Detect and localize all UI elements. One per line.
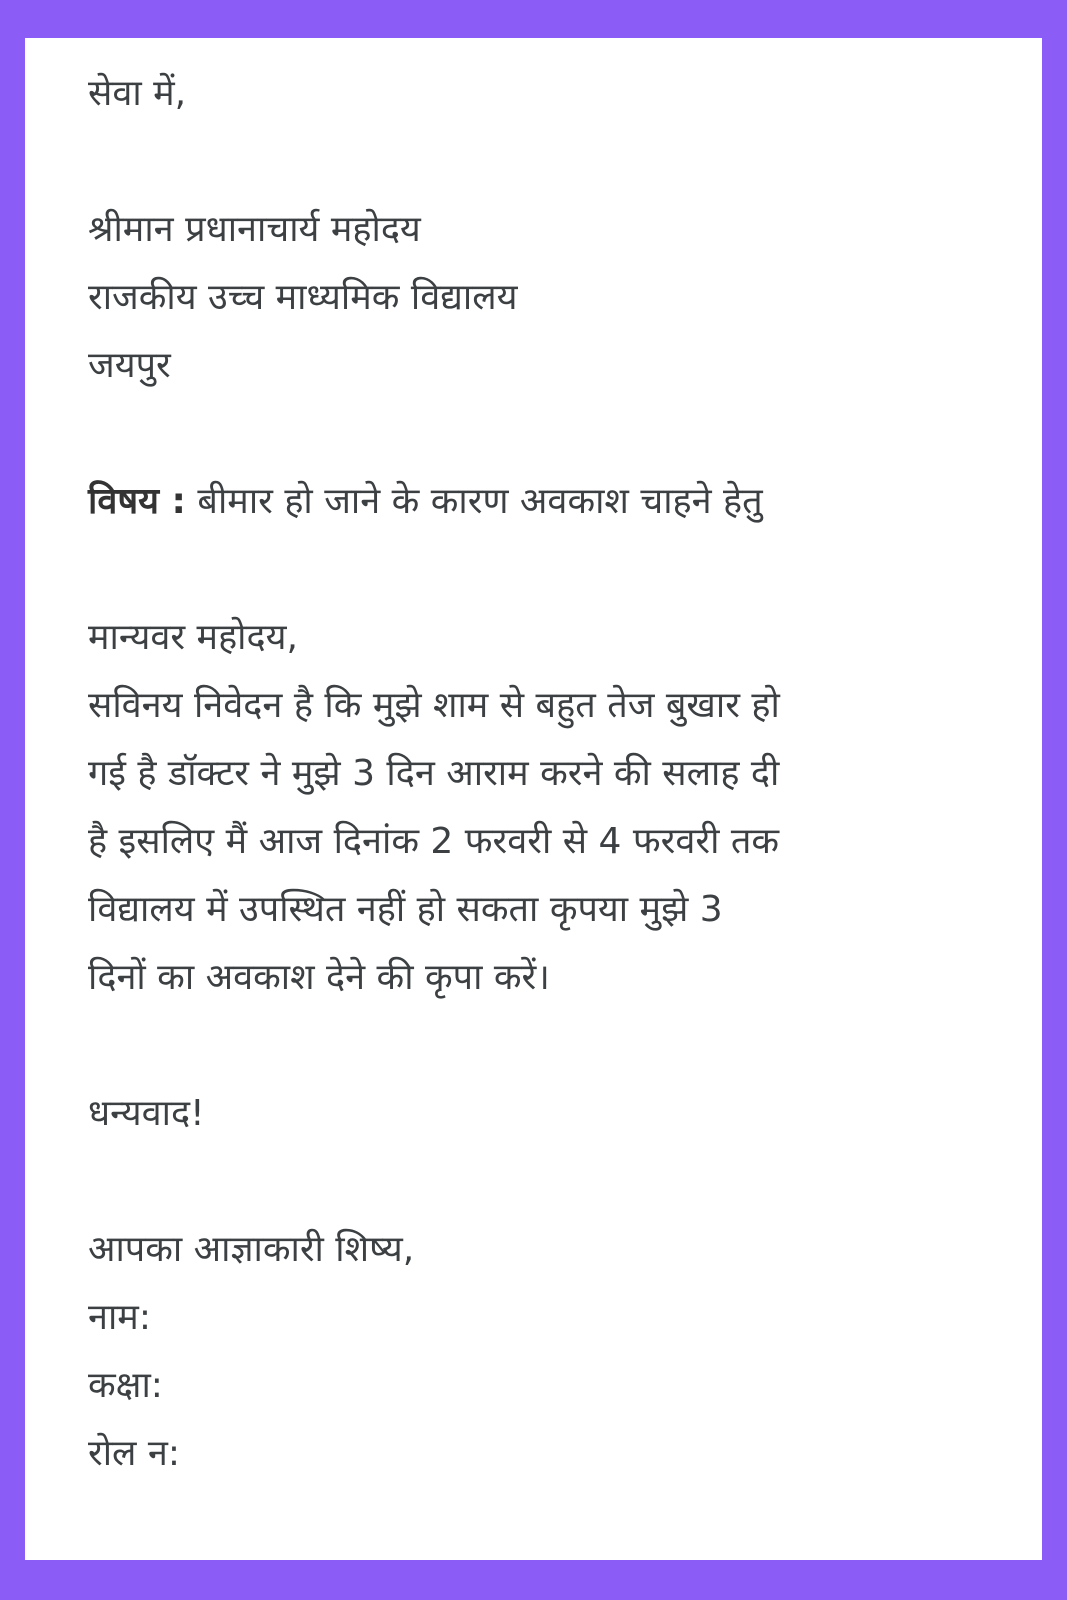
closing-line: आपका आज्ञाकारी शिष्य, <box>88 1229 415 1270</box>
spacer <box>88 400 1008 468</box>
spacer <box>88 128 1008 196</box>
body-line: गई है डॉक्टर ने मुझे 3 दिन आराम करने की सलाह दी <box>88 753 780 794</box>
leave-application-letter <box>88 60 1008 1488</box>
thanks-line: धन्यवाद! <box>88 1093 205 1134</box>
body-line: है इसलिए मैं आज दिनांक 2 फरवरी से 4 फरवरी तक <box>88 821 780 862</box>
greeting: मान्यवर महोदय, <box>88 617 298 658</box>
letter-page <box>25 38 1042 1560</box>
body-line: सविनय निवेदन है कि मुझे शाम से बहुत तेज बुखार हो <box>88 685 780 726</box>
spacer <box>88 536 1008 604</box>
subject-text: बीमार हो जाने के कारण अवकाश चाहने हेतु <box>197 481 763 522</box>
subject-line <box>88 468 1008 536</box>
name-field-label: नाम: <box>88 1297 151 1338</box>
recipient-school: राजकीय उच्च माध्यमिक विद्यालय <box>88 277 518 318</box>
letter-body <box>88 672 1008 1012</box>
subject-label: विषय : <box>88 481 186 522</box>
body-line: विद्यालय में उपस्थित नहीं हो सकता कृपया मुझे 3 <box>88 889 723 930</box>
recipient-title: श्रीमान प्रधानाचार्य महोदय <box>88 209 421 250</box>
recipient-city: जयपुर <box>88 345 171 386</box>
body-line: दिनों का अवकाश देने की कृपा करें। <box>88 957 550 998</box>
spacer <box>88 1012 1008 1080</box>
roll-field-label: रोल न: <box>88 1433 181 1474</box>
class-field-label: कक्षा: <box>88 1365 163 1406</box>
salutation-to: सेवा में, <box>88 73 187 114</box>
spacer <box>88 1148 1008 1216</box>
